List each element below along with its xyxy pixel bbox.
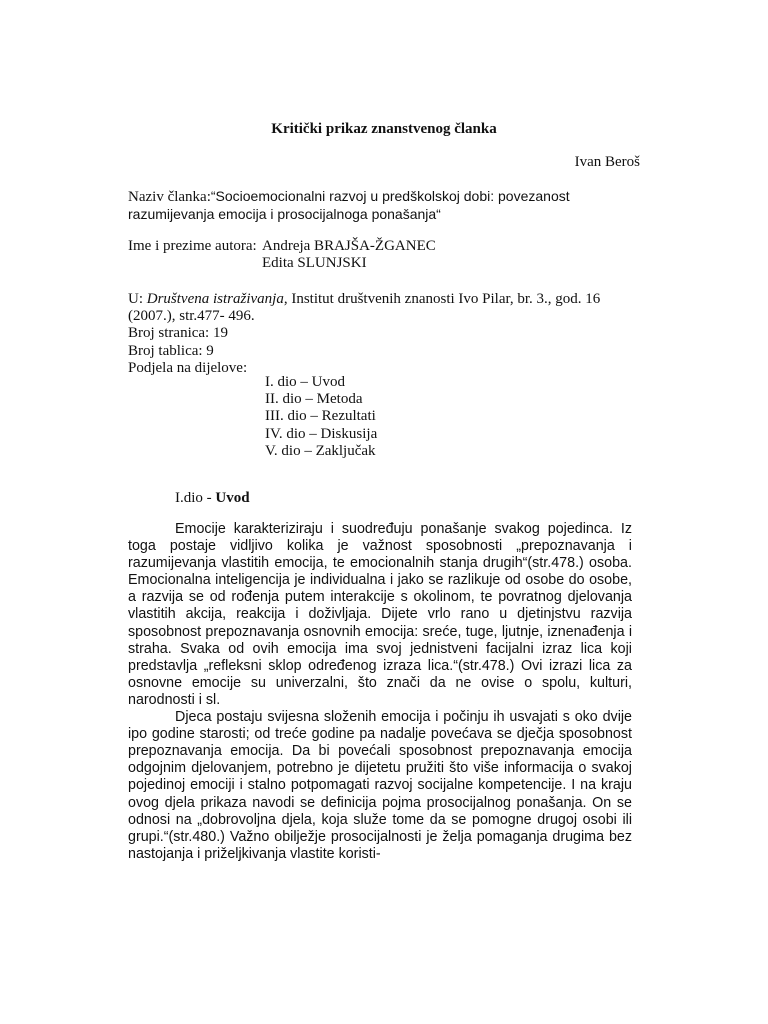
section-prefix: I.dio -: [175, 490, 216, 506]
page-count: Broj stranica: 19: [128, 325, 228, 342]
journal-name: Društvena istraživanja: [146, 291, 284, 307]
table-count: Broj tablica: 9: [128, 342, 214, 359]
author-name: Edita SLUNJSKI: [262, 255, 367, 272]
source-citation: [128, 291, 632, 325]
parts-label: Podjela na dijelove:: [128, 359, 248, 376]
section-name: Uvod: [215, 490, 250, 506]
article-title-value: “Socioemocionalni razvoj u predškolskoj dobi: povezanost razumijevanja emocija i prosocijalnoga ponašanja“: [128, 188, 570, 223]
review-author: Ivan Beroš: [574, 154, 640, 170]
article-title-block: [128, 188, 632, 224]
author-name: Andreja BRAJŠA-ŽGANEC: [262, 238, 436, 254]
parts-list: [265, 374, 768, 460]
part-item: II. dio – Metoda: [265, 391, 363, 408]
source-details: , Institut društvenih znanosti Ivo Pilar, br. 3., god. 16 (2007.), str.477- 496.: [128, 291, 601, 325]
body-paragraph: Emocije karakteriziraju i suodređuju ponašanje svakog pojedinca. Iz toga postaje vidljivo kolika je važnost sposobnosti „prepoznavanja i razumijevanja vlastitih emocija, te emocionalnih stanja drugih“(str.478.) osoba. Emocionalna inteligencija je individualna i jako se razlikuje od osobe do osobe, a razvija se od rođenja putem interakcije s okolinom, te povratnog djelovanja vlastitih akcija, reakcija i doživljaja. Dijete vrlo rano u djetinjstvu razvija sposobnost prepoznavanja osnovnih emocija: sreće, tuge, ljutnje, iznenađenja i straha. Svaka od ovih emocija ima svoj jednistveni facijalni izraz lica koji predstavlja „refleksni sklop određenog izraza lica.“(str.478.) Ovi izrazi lica za osnovne emocije su univerzalni, što znači da ne ovise o spolu, kulturi, narodnosti i sl.: [128, 521, 632, 708]
part-item: III. dio – Rezultati: [265, 408, 376, 425]
document-title: Kritički prikaz znanstvenog članka: [271, 121, 497, 137]
authors-block: [128, 238, 632, 272]
article-title-label: Naziv članka:: [128, 189, 211, 205]
part-item: IV. dio – Diskusija: [265, 425, 378, 442]
body-text: [128, 521, 632, 863]
authors-label: Ime i prezime autora:: [128, 238, 257, 254]
part-item: V. dio – Zaključak: [265, 442, 376, 459]
part-item: I. dio – Uvod: [265, 374, 345, 390]
section-heading: [175, 490, 679, 507]
source-prefix: U:: [128, 291, 147, 307]
source-block: [128, 291, 632, 377]
body-paragraph: Djeca postaju svijesna složenih emocija i počinju ih usvajati s oko dvije ipo godine starosti; od treće godine pa nadalje povećava se dječja sposobnost prepoznavanja emocija. Da bi povećali sposobnost prepoznavanja emocija odgojnim djelovanjem, potrebno je dijetetu pružiti što više informacija o svakoj pojedinoj emociji i stalno potpomagati razvoj socijalne kompetencije. I na kraju ovog djela prikaza navodi se definicija pojma prosocijalnog ponašanja. On se odnosi na „dobrovoljna djela, koja služe tome da se pomogne drugoj osobi ili grupi.“(str.480.) Važno obilježje prosocijalnosti je želja pomaganja drugima bez nastojanja i priželjkivanja vlastite koristi-: [128, 709, 632, 862]
